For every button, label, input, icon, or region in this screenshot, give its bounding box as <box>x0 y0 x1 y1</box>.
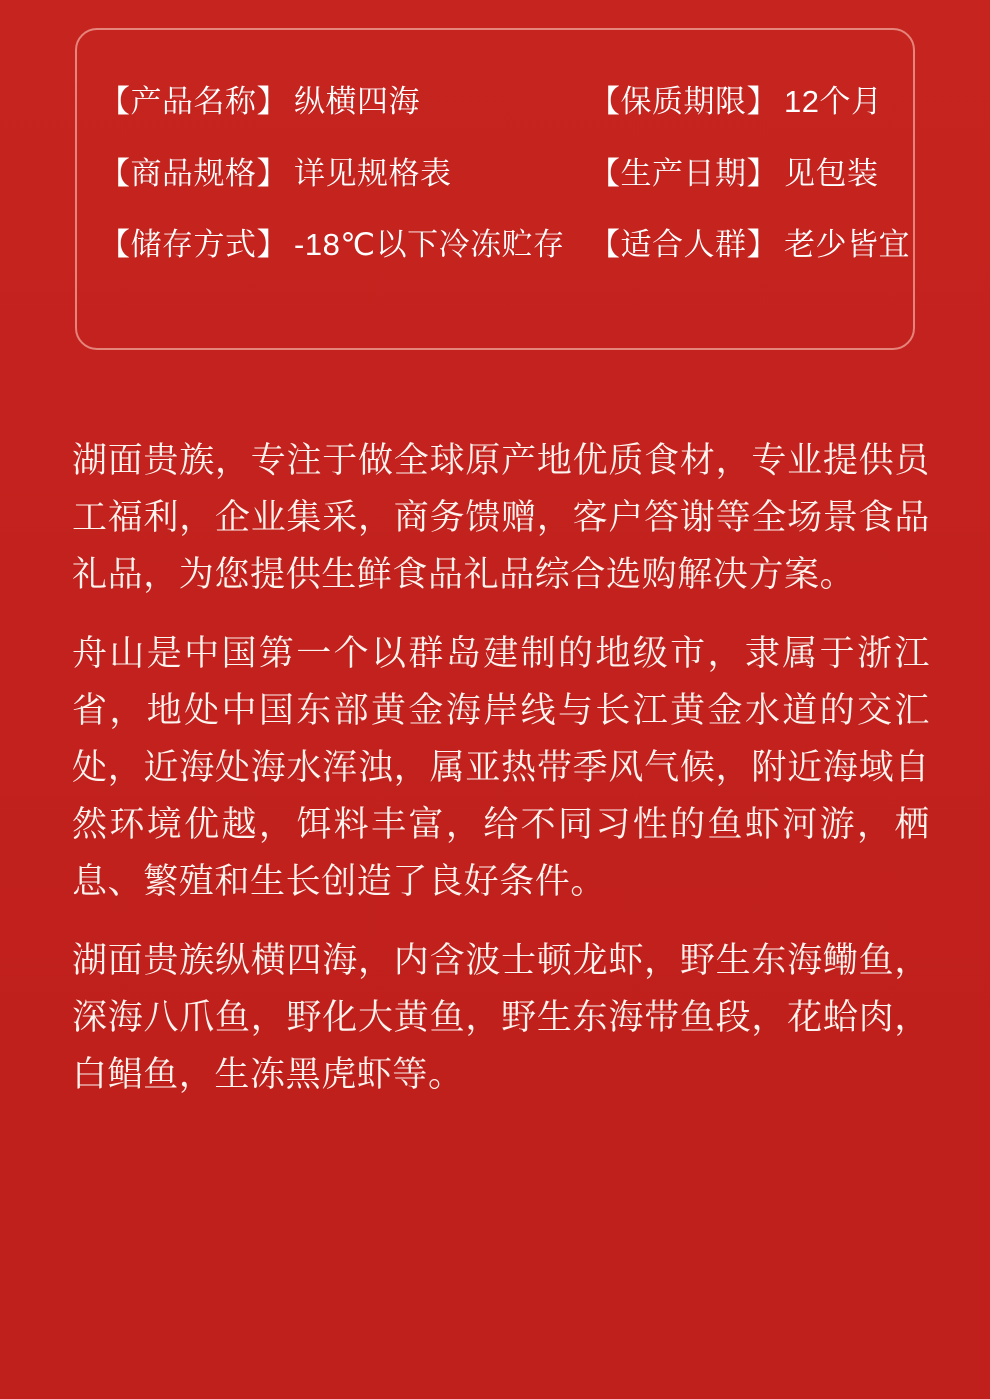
spec-label: 【适合人群】 <box>589 227 778 263</box>
spec-label: 【储存方式】 <box>99 227 288 263</box>
spec-value: 纵横四海 <box>294 84 420 119</box>
spec-item-specification <box>99 156 589 192</box>
spec-label: 【生产日期】 <box>589 155 778 191</box>
product-description <box>72 432 930 1103</box>
spec-label: 【产品名称】 <box>99 84 288 119</box>
product-spec-card <box>75 28 915 350</box>
description-paragraph-origin: 舟山是中国第一个以群岛建制的地级市，隶属于浙江省，地处中国东部黄金海岸线与长江黄金水道的交汇处，近海处海水浑浊，属亚热带季风气候，附近海域自然环境优越，饵料丰富，给不同习性的鱼虾河游，栖息、繁殖和生长创造了良好条件。 <box>72 634 930 901</box>
spec-item-product-name <box>99 84 589 120</box>
spec-value: 详见规格表 <box>294 155 452 191</box>
spec-value: -18℃以下冷冻贮存 <box>294 227 565 263</box>
spec-label: 【保质期限】 <box>589 84 778 119</box>
product-spec-list <box>77 30 913 348</box>
spec-value: 见包装 <box>784 155 879 191</box>
spec-item-storage <box>99 227 589 263</box>
spec-value: 老少皆宜 <box>784 227 910 263</box>
description-paragraph-contents: 湖面贵族纵横四海，内含波士顿龙虾，野生东海鳓鱼，深海八爪鱼，野化大黄鱼，野生东海带鱼段，花蛤肉，白鲳鱼，生冻黑虎虾等。 <box>72 941 930 1094</box>
description-paragraph-brand: 湖面贵族，专注于做全球原产地优质食材，专业提供员工福利，企业集采，商务馈赠，客户答谢等全场景食品礼品，为您提供生鲜食品礼品综合选购解决方案。 <box>72 441 930 594</box>
spec-value: 12个月 <box>784 84 883 119</box>
spec-row <box>99 156 891 192</box>
spec-row <box>99 227 910 263</box>
spec-item-target-group <box>589 227 910 263</box>
spec-item-shelf-life <box>589 84 891 120</box>
spec-label: 【商品规格】 <box>99 155 288 191</box>
spec-item-production-date <box>589 156 891 192</box>
spec-row <box>99 84 891 120</box>
